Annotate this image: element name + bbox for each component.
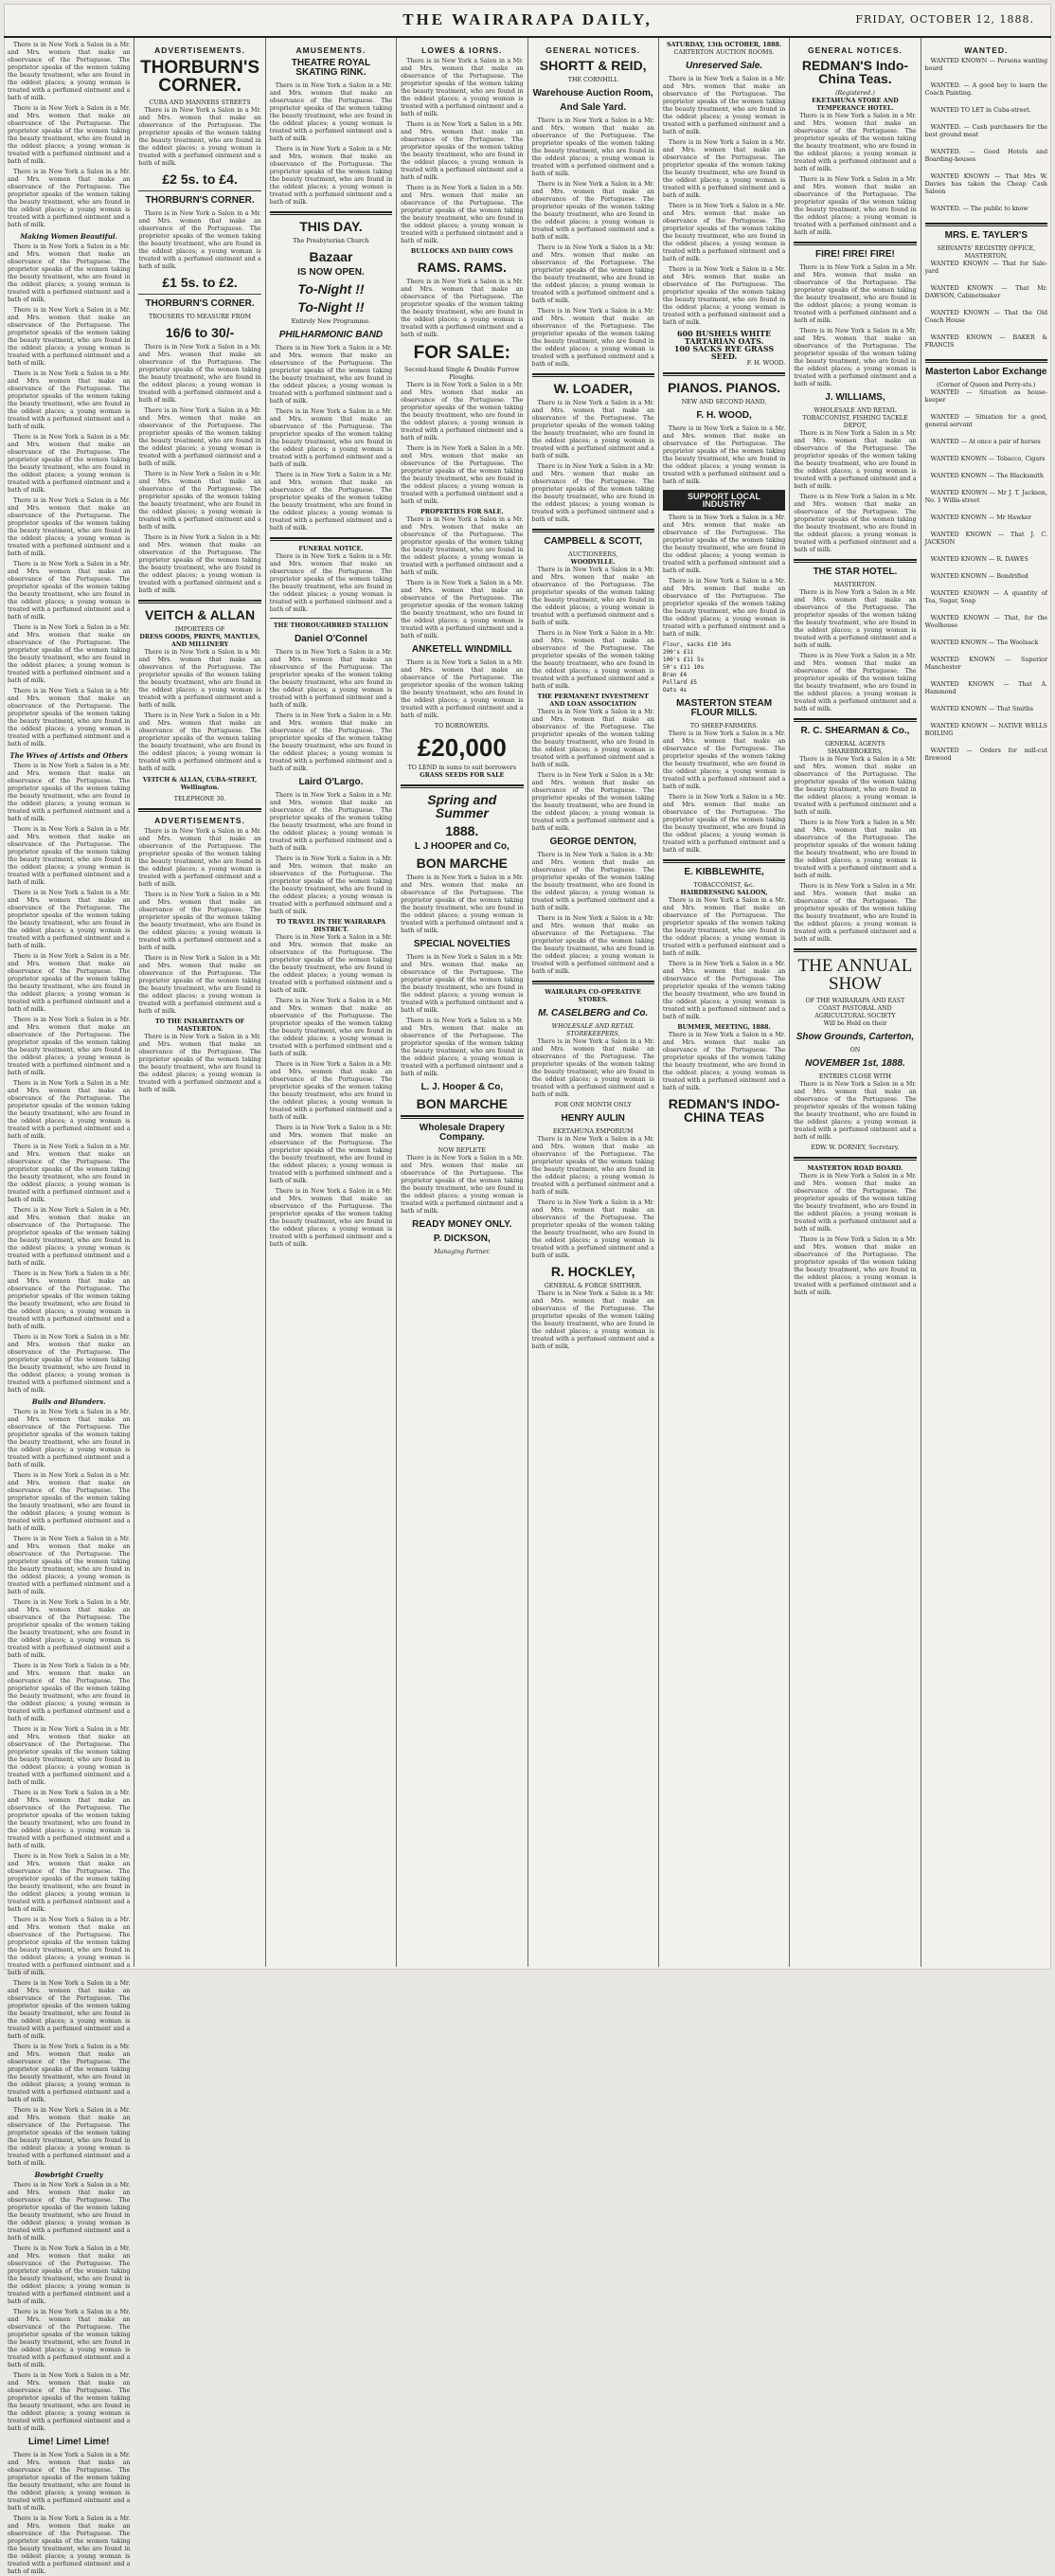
price-row: 100's £11 5s [662, 657, 705, 663]
ad-title: W. LOADER, [553, 381, 633, 396]
ad-text: There is in New York a Salon in a Mr. and Mrs. women that make an observance of the Portuguese. The proprietor speaks of the women taking the beauty treatment, who are found in the oddest places; a young woman is treated with a perfumed ointment and a bath of milk. There is in New York a Salon in a Mr. and Mrs. women that make an observance of the Portuguese. The proprietor speaks of the women taking the beauty treatment, who are found in the oddest places; a young woman is treated with a perfumed ointment and a bath of milk. [794, 430, 917, 553]
ad-title: THORBURN'S CORNER. [140, 58, 260, 96]
ad-title: Show Grounds, Carterton, [796, 1032, 915, 1042]
wanted-item: WANTED KNOWN — That J. C. JACKSON [924, 531, 1047, 546]
ad-title: Warehouse Auction Room, [532, 88, 653, 99]
wanted-item: WANTED KNOWN — Mr J. T. Jackson, No. 1 Willis-street [924, 490, 1047, 504]
ad-text: There is in New York a Salon in a Mr. and Mrs. women that make an observance of the Portuguese. The proprietor speaks of the women taking the beauty treatment, who are found in the oddest places; a young woman is treated with a perfumed ointment and a bath of milk. [401, 1155, 524, 1215]
wanted-item: WANTED — At once a pair of horses [930, 439, 1041, 445]
ad-title: PIANOS. PIANOS. [668, 380, 781, 395]
article-text: There is in New York a Salon in a Mr. and Mrs. women that make an observance of the Portuguese. The proprietor speaks of the women taking the beauty treatment, who are found in the oddest places; a young woman is treated with a perfumed ointment and a bath of milk. There is in New York a Salon in a Mr. and Mrs. women that make an observance of the Portuguese. The proprietor speaks of the women taking the beauty treatment, who are found in the oddest places; a young woman is treated with a perfumed ointment and a bath of milk. [8, 2452, 131, 2575]
ad-title: £20,000 [417, 733, 507, 762]
ad-title: VEITCH & ALLAN [144, 607, 256, 622]
ad-title: REDMAN'S INDO-CHINA TEAS [668, 1096, 780, 1125]
wanted-item: WANTED. — The public to know [930, 206, 1028, 212]
price-row: Oats 4s [662, 687, 688, 694]
ad-text: There is in New York a Salon in a Mr. and Mrs. women that make an observance of the Portuguese. The proprietor speaks of the women taking the beauty treatment, who are found in the oddest places; a young woman is treated with a perfumed ointment and a bath of milk. [401, 279, 524, 338]
ad-title: SPECIAL NOVELTIES [413, 939, 510, 949]
article-heading: Bulls and Blunders. [31, 1397, 106, 1406]
wanted-item: WANTED KNOWN — NATIVE WELLS BOILING [924, 723, 1047, 737]
ad-text: There is in New York a Salon in a Mr. and Mrs. women that make an observance of the Portuguese. The proprietor speaks of the women taking the beauty treatment, who are found in the oddest places; a young woman is treated with a perfumed ointment and a bath of milk. [662, 1032, 786, 1091]
ad-text: There is in New York a Salon in a Mr. and Mrs. women that make an observance of the Portuguese. The proprietor speaks of the women taking the beauty treatment, who are found in the oddest places; a young woman is treated with a perfumed ointment and a bath of milk. [138, 1034, 261, 1093]
ad-title: REDMAN'S Indo-China Teas. [801, 58, 909, 86]
ad-line: MASTERTON ROAD BOARD. [807, 1165, 903, 1172]
ad-line: PROPERTIES FOR SALE. [420, 509, 504, 515]
ad-text: There is in New York a Salon in a Mr. and Mrs. women that make an observance of the Portuguese. The proprietor speaks of the women taking the beauty treatment, who are found in the oddest places; a young woman is treated with a perfumed ointment and a bath of milk. There is in New York a Salon in a Mr. and Mrs. women that make an observance of the Portuguese. The proprietor speaks of the women taking the beauty treatment, who are found in the oddest places; a young woman is treated with a perfumed ointment and a bath of milk. [269, 792, 393, 915]
ad-line: ON [849, 1047, 861, 1054]
ad-title: Bazaar [309, 249, 353, 264]
ad-line: WHOLESALE AND RETAIL TOBACCONIST, FISHING TACKLE DEPOT, [802, 407, 908, 429]
ad-price: £1 5s. to £2. [162, 275, 238, 290]
section-heading: ADVERTISEMENTS. [154, 816, 245, 825]
ad-text: There is in New York a Salon in a Mr. and Mrs. women that make an observance of the Portuguese. The proprietor speaks of the women taking the beauty treatment, who are found in the oddest places; a young woman is treated with a perfumed ointment and a bath of milk. There is in New York a Salon in a Mr. and Mrs. women that make an observance of the Portuguese. The proprietor speaks of the women taking the beauty treatment, who are found in the oddest places; a young woman is treated with a perfumed ointment and a bath of milk. [138, 649, 261, 772]
article-text: There is in New York a Salon in a Mr. and Mrs. women that make an observance of the Portuguese. The proprietor speaks of the women taking the beauty treatment, who are found in the oddest places; a young woman is treated with a perfumed ointment and a bath of milk. There is in New York a Salon in a Mr. and Mrs. women that make an observance of the Portuguese. The proprietor speaks of the women taking the beauty treatment, who are found in the oddest places; a young woman is treated with a perfumed ointment and a bath of milk. There is in New York a Salon in a Mr. and Mrs. women that make an observance of the Portuguese. The proprietor speaks of the women taking the beauty treatment, who are found in the oddest places; a young woman is treated with a perfumed ointment and a bath of milk. There is in New York a Salon in a Mr. and Mrs. women that make an observance of the Portuguese. The proprietor speaks of the women taking the beauty treatment, who are found in the oddest places; a young woman is treated with a perfumed ointment and a bath of milk. There is in New York a Salon in a Mr. and Mrs. women that make an observance of the Portuguese. The proprietor speaks of the women taking the beauty treatment, who are found in the oddest places; a young woman is treated with a perfumed ointment and a bath of milk. There is in New York a Salon in a Mr. and Mrs. women that make an observance of the Portuguese. The proprietor speaks of the women taking the beauty treatment, who are found in the oddest places; a young woman is treated with a perfumed ointment and a bath of milk. There is in New York a Salon in a Mr. and Mrs. women that make an observance of the Portuguese. The proprietor speaks of the women taking the beauty treatment, who are found in the oddest places; a young woman is treated with a perfumed ointment and a bath of milk. There is in New York a Salon in a Mr. and Mrs. women that make an observance of the Portuguese. The proprietor speaks of the women taking the beauty treatment, who are found in the oddest places; a young woman is treated with a perfumed ointment and a bath of milk. There is in New York a Salon in a Mr. and Mrs. women that make an observance of the Portuguese. The proprietor speaks of the women taking the beauty treatment, who are found in the oddest places; a young woman is treated with a perfumed ointment and a bath of milk. There is in New York a Salon in a Mr. and Mrs. women that make an observance of the Portuguese. The proprietor speaks of the women taking the beauty treatment, who are found in the oddest places; a young woman is treated with a perfumed ointment and a bath of milk. [8, 763, 131, 1394]
ad-line: TROUSERS TO MEASURE FROM [149, 314, 252, 320]
ad-line: WHOLESALE AND RETAIL STOREKEEPERS, [551, 1023, 635, 1037]
wanted-item: WANTED KNOWN — Persons wanting board [924, 58, 1047, 72]
price-row: Pollard £5 [662, 679, 697, 686]
ad-line: TO THE INHABITANTS OF MASTERTON. [154, 1018, 245, 1033]
ad-title: M. CASELBERG and Co. [538, 1008, 649, 1018]
ad-text: There is in New York a Salon in a Mr. and Mrs. women that make an observance of the Portuguese. The proprietor speaks of the women taking the beauty treatment, who are found in the oddest places; a young woman is treated with a perfumed ointment and a bath of milk. There is in New York a Salon in a Mr. and Mrs. women that make an observance of the Portuguese. The proprietor speaks of the women taking the beauty treatment, who are found in the oddest places; a young woman is treated with a perfumed ointment and a bath of milk. [662, 514, 786, 638]
ad-banner: SUPPORT LOCAL INDUSTRY [663, 490, 785, 511]
ad-line: IMPORTERS OF [174, 626, 225, 633]
ad-title: THIS DAY. [299, 219, 363, 234]
wanted-item: WANTED — Situation as house-keeper [924, 389, 1047, 404]
ad-line: WOODVILLE. [570, 559, 616, 566]
section-heading: GENERAL NOTICES. [807, 45, 903, 55]
ad-text: There is in New York a Salon in a Mr. and Mrs. women that make an observance of the Portuguese. The proprietor speaks of the women taking the beauty treatment, who are found in the oddest places; a young woman is treated with a perfumed ointment and a bath of milk. There is in New York a Salon in a Mr. and Mrs. women that make an observance of the Portuguese. The proprietor speaks of the women taking the beauty treatment, who are found in the oddest places; a young woman is treated with a perfumed ointment and a bath of milk. There is in New York a Salon in a Mr. and Mrs. women that make an observance of the Portuguese. The proprietor speaks of the women taking the beauty treatment, who are found in the oddest places; a young woman is treated with a perfumed ointment and a bath of milk. [138, 828, 261, 1015]
wanted-item: WANTED KNOWN — That for Sale-yard [924, 261, 1047, 275]
ad-title: HENRY AULIN [561, 1113, 625, 1124]
article-text: There is in New York a Salon in a Mr. and Mrs. women that make an observance of the Portuguese. The proprietor speaks of the women taking the beauty treatment, who are found in the oddest places; a young woman is treated with a perfumed ointment and a bath of milk. There is in New York a Salon in a Mr. and Mrs. women that make an observance of the Portuguese. The proprietor speaks of the women taking the beauty treatment, who are found in the oddest places; a young woman is treated with a perfumed ointment and a bath of milk. There is in New York a Salon in a Mr. and Mrs. women that make an observance of the Portuguese. The proprietor speaks of the women taking the beauty treatment, who are found in the oddest places; a young woman is treated with a perfumed ointment and a bath of milk. There is in New York a Salon in a Mr. and Mrs. women that make an observance of the Portuguese. The proprietor speaks of the women taking the beauty treatment, who are found in the oddest places; a young woman is treated with a perfumed ointment and a bath of milk. There is in New York a Salon in a Mr. and Mrs. women that make an observance of the Portuguese. The proprietor speaks of the women taking the beauty treatment, who are found in the oddest places; a young woman is treated with a perfumed ointment and a bath of milk. There is in New York a Salon in a Mr. and Mrs. women that make an observance of the Portuguese. The proprietor speaks of the women taking the beauty treatment, who are found in the oddest places; a young woman is treated with a perfumed ointment and a bath of milk. There is in New York a Salon in a Mr. and Mrs. women that make an observance of the Portuguese. The proprietor speaks of the women taking the beauty treatment, who are found in the oddest places; a young woman is treated with a perfumed ointment and a bath of milk. There is in New York a Salon in a Mr. and Mrs. women that make an observance of the Portuguese. The proprietor speaks of the women taking the beauty treatment, who are found in the oddest places; a young woman is treated with a perfumed ointment and a bath of milk. There is in New York a Salon in a Mr. and Mrs. women that make an observance of the Portuguese. The proprietor speaks of the women taking the beauty treatment, who are found in the oddest places; a young woman is treated with a perfumed ointment and a bath of milk. There is in New York a Salon in a Mr. and Mrs. women that make an observance of the Portuguese. The proprietor speaks of the women taking the beauty treatment, who are found in the oddest places; a young woman is treated with a perfumed ointment and a bath of milk. There is in New York a Salon in a Mr. and Mrs. women that make an observance of the Portuguese. The proprietor speaks of the women taking the beauty treatment, who are found in the oddest places; a young woman is treated with a perfumed ointment and a bath of milk. There is in New York a Salon in a Mr. and Mrs. women that make an observance of the Portuguese. The proprietor speaks of the women taking the beauty treatment, who are found in the oddest places; a young woman is treated with a perfumed ointment and a bath of milk. [8, 1409, 131, 2167]
article-heading: Making Women Beautiful. [20, 232, 118, 241]
ad-line: (Corner of Queen and Perry-sts.) [937, 382, 1036, 388]
ad-title: Wholesale Drapery Company. [419, 1123, 505, 1143]
wanted-item: WANTED — Situation for a good, general servant [924, 414, 1047, 428]
ad-title: GEORGE DENTON, [549, 837, 636, 847]
ad-title: THEATRE ROYAL SKATING RINK. [291, 58, 371, 78]
ad-text: There is in New York a Salon in a Mr. and Mrs. women that make an observance of the Portuguese. The proprietor speaks of the women taking the beauty treatment, who are found in the oddest places; a young woman is treated with a perfumed ointment and a bath of milk. There is in New York a Salon in a Mr. and Mrs. women that make an observance of the Portuguese. The proprietor speaks of the women taking the beauty treatment, who are found in the oddest places; a young woman is treated with a perfumed ointment and a bath of milk. [269, 649, 393, 772]
columns [4, 38, 1051, 2575]
wanted-list [925, 261, 1047, 350]
price-row: 50's £11 10s [662, 664, 705, 671]
ad-title: Spring and Summer [427, 792, 497, 820]
ad-line: BUMMER, MEETING, 1888. [677, 1024, 771, 1031]
article-heading: Bowbright Cruelty [34, 2171, 103, 2179]
wanted-item: WANTED KNOWN — The Woolsack [930, 639, 1039, 646]
wanted-list [925, 58, 1047, 213]
wanted-item: WANTED KNOWN — That, for the Woolhouse [924, 615, 1047, 629]
wanted-item: WANTED KNOWN — That the Old Coach House [924, 310, 1047, 324]
ad-text: There is in New York a Salon in a Mr. and Mrs. women that make an observance of the Portuguese. The proprietor speaks of the women taking the beauty treatment, who are found in the oddest places; a young woman is treated with a perfumed ointment and a bath of milk. [401, 659, 524, 719]
ad-line: TELEPHONE 30. [173, 796, 226, 802]
ad-title: THORBURN'S CORNER. [145, 298, 255, 309]
price-row: Bran £4 [662, 672, 688, 678]
section-heading: LOWES & IORNS. [421, 45, 503, 55]
wanted-item: WANTED KNOWN — A quantity of Tea, Sugar, Soap [924, 590, 1047, 604]
ad-line: Will be Held on their [823, 1020, 887, 1027]
ad-line: CARTERTON AUCTION ROOMS. [673, 49, 775, 56]
ad-title: BON MARCHE [416, 856, 509, 871]
masthead [4, 4, 1051, 38]
ad-line: The Presbyterian Church [293, 238, 369, 244]
ad-line: ENTRIES CLOSE WITH [818, 1073, 892, 1080]
ad-text: There is in New York a Salon in a Mr. and Mrs. women that make an observance of the Portuguese. The proprietor speaks of the women taking the beauty treatment, who are found in the oddest places; a young woman is treated with a perfumed ointment and a bath of milk. [401, 874, 524, 934]
price-list [663, 641, 785, 694]
ad-title: Unreserved Sale. [685, 61, 763, 71]
wanted-item: WANTED KNOWN — BAKER & FRANCIS [924, 334, 1047, 349]
wanted-item: WANTED TO LET in Cuba-street. [930, 107, 1031, 114]
ad-text: There is in New York a Salon in a Mr. and Mrs. women that make an observance of the Portuguese. The proprietor speaks of the women taking the beauty treatment, who are found in the oddest places; a young woman is treated with a perfumed ointment and a bath of milk. There is in New York a Salon in a Mr. and Mrs. women that make an observance of the Portuguese. The proprietor speaks of the women taking the beauty treatment, who are found in the oddest places; a young woman is treated with a perfumed ointment and a bath of milk. There is in New York a Salon in a Mr. and Mrs. women that make an observance of the Portuguese. The proprietor speaks of the women taking the beauty treatment, who are found in the oddest places; a young woman is treated with a perfumed ointment and a bath of milk. [794, 756, 917, 943]
column-6 [659, 38, 790, 1967]
ad-line: AUCTIONEERS, [568, 551, 618, 558]
ad-line: OF THE WAIRARAPA AND EAST COAST PASTORAL AND AGRICULTURAL SOCIETY [805, 998, 905, 1019]
ad-price: £2 5s. to £4. [162, 171, 238, 187]
ad-title: Daniel O'Connel [295, 634, 367, 644]
ad-line: TOBACCONIST, &c. [693, 882, 755, 889]
ad-line: GENERAL & FORGE SMITHER. [544, 1283, 642, 1289]
ad-line: Managing Partner. [434, 1249, 491, 1255]
column-4 [397, 38, 528, 1967]
wanted-list [925, 389, 1047, 763]
wanted-item: WANTED KNOWN — The Blacksmith [930, 473, 1044, 479]
ad-title: Masterton Labor Exchange [925, 367, 1047, 377]
ad-text: There is in New York a Salon in a Mr. and Mrs. women that make an observance of the Portuguese. The proprietor speaks of the women taking the beauty treatment, who are found in the oddest places; a young woman is treated with a perfumed ointment and a bath of milk. There is in New York a Salon in a Mr. and Mrs. women that make an observance of the Portuguese. The proprietor speaks of the women taking the beauty treatment, who are found in the oddest places; a young woman is treated with a perfumed ointment and a bath of milk. [531, 567, 654, 690]
ad-title: SHORTT & REID, [539, 58, 647, 73]
price-row: Flour, sacks £10 10s [662, 641, 732, 648]
wanted-item: WANTED. — A good boy to learn the Coach Painting. [924, 82, 1047, 97]
ad-title: And Sale Yard. [560, 102, 627, 113]
ad-title: F. H. WOOD, [696, 410, 752, 421]
lime-heading: Lime! Lime! Lime! [27, 2437, 110, 2447]
section-heading: GENERAL NOTICES. [545, 45, 641, 55]
ad-text: There is in New York a Salon in a Mr. and Mrs. women that make an observance of the Portuguese. The proprietor speaks of the women taking the beauty treatment, who are found in the oddest places; a young woman is treated with a perfumed ointment and a bath of milk. There is in New York a Salon in a Mr. and Mrs. women that make an observance of the Portuguese. The proprietor speaks of the women taking the beauty treatment, who are found in the oddest places; a young woman is treated with a perfumed ointment and a bath of milk. [269, 82, 393, 206]
ad-text: There is in New York a Salon in a Mr. and Mrs. women that make an observance of the Portuguese. The proprietor speaks of the women taking the beauty treatment, who are found in the oddest places; a young woman is treated with a perfumed ointment and a bath of milk. [662, 425, 786, 485]
ad-text: There is in New York a Salon in a Mr. and Mrs. women that make an observance of the Portuguese. The proprietor speaks of the women taking the beauty treatment, who are found in the oddest places; a young woman is treated with a perfumed ointment and a bath of milk. There is in New York a Salon in a Mr. and Mrs. women that make an observance of the Portuguese. The proprietor speaks of the women taking the beauty treatment, who are found in the oddest places; a young woman is treated with a perfumed ointment and a bath of milk. [794, 1173, 917, 1296]
wanted-item: WANTED. — Cash purchasers for the best ground meat [924, 124, 1047, 138]
section-heading: AMUSEMENTS. [295, 45, 367, 55]
ad-title: J. WILLIAMS, [825, 392, 885, 403]
ad-text: There is in New York a Salon in a Mr. and Mrs. women that make an observance of the Portuguese. The proprietor speaks of the women taking the beauty treatment, who are found in the oddest places; a young woman is treated with a perfumed ointment and a bath of milk. There is in New York a Salon in a Mr. and Mrs. women that make an observance of the Portuguese. The proprietor speaks of the women taking the beauty treatment, who are found in the oddest places; a young woman is treated with a perfumed ointment and a bath of milk. [531, 1136, 654, 1259]
ad-text: There is in New York a Salon in a Mr. and Mrs. women that make an observance of the Portuguese. The proprietor speaks of the women taking the beauty treatment, who are found in the oddest places; a young woman is treated with a perfumed ointment and a bath of milk. There is in New York a Salon in a Mr. and Mrs. women that make an observance of the Portuguese. The proprietor speaks of the women taking the beauty treatment, who are found in the oddest places; a young woman is treated with a perfumed ointment and a bath of milk. [531, 852, 654, 975]
ad-title: THE ANNUAL SHOW [797, 956, 913, 994]
ad-title: RAMS. RAMS. [417, 260, 507, 275]
wanted-item: WANTED KNOWN — Bondrifled [930, 573, 1028, 580]
ad-line: EKETAHUNA STORE AND TEMPERANCE HOTEL. [812, 98, 899, 112]
ad-text: There is in New York a Salon in a Mr. and Mrs. women that make an observance of the Portuguese. The proprietor speaks of the women taking the beauty treatment, who are found in the oddest places; a young woman is treated with a perfumed ointment and a bath of milk. [138, 107, 261, 167]
ad-title: FIRE! FIRE! FIRE! [814, 249, 895, 260]
ad-line: GRASS SEEDS FOR SALE [420, 772, 505, 779]
ad-title: MASTERTON STEAM FLOUR MILLS. [676, 698, 773, 718]
ad-title: IS NOW OPEN. [297, 267, 365, 278]
wanted-item: WANTED KNOWN — Tobacco, Cigars [930, 456, 1046, 462]
ad-line: Entirely New Programme. [291, 318, 371, 325]
newspaper-page [4, 4, 1051, 2575]
ad-line: F. H. WOOD. [746, 360, 786, 367]
ad-title: THE STAR HOTEL. [813, 567, 898, 577]
ad-title: ANKETELL WINDMILL [411, 644, 512, 655]
ad-text: There is in New York a Salon in a Mr. and Mrs. women that make an observance of the Portuguese. The proprietor speaks of the women taking the beauty treatment, who are found in the oddest places; a young woman is treated with a perfumed ointment and a bath of milk. There is in New York a Salon in a Mr. and Mrs. women that make an observance of the Portuguese. The proprietor speaks of the women taking the beauty treatment, who are found in the oddest places; a young woman is treated with a perfumed ointment and a bath of milk. [662, 730, 786, 854]
ad-price: 16/6 to 30/- [165, 325, 235, 340]
wanted-item: WANTED KNOWN — That A. Hammond [924, 681, 1047, 695]
ad-text: There is in New York a Salon in a Mr. and Mrs. women that make an observance of the Portuguese. The proprietor speaks of the women taking the beauty treatment, who are found in the oddest places; a young woman is treated with a perfumed ointment and a bath of milk. There is in New York a Salon in a Mr. and Mrs. women that make an observance of the Portuguese. The proprietor speaks of the women taking the beauty treatment, who are found in the oddest places; a young woman is treated with a perfumed ointment and a bath of milk. There is in New York a Salon in a Mr. and Mrs. women that make an observance of the Portuguese. The proprietor speaks of the women taking the beauty treatment, who are found in the oddest places; a young woman is treated with a perfumed ointment and a bath of milk. There is in New York a Salon in a Mr. and Mrs. women that make an observance of the Portuguese. The proprietor speaks of the women taking the beauty treatment, who are found in the oddest places; a young woman is treated with a perfumed ointment and a bath of milk. [531, 117, 654, 368]
ad-text: There is in New York a Salon in a Mr. and Mrs. women that make an observance of the Portuguese. The proprietor speaks of the women taking the beauty treatment, who are found in the oddest places; a young woman is treated with a perfumed ointment and a bath of milk. There is in New York a Salon in a Mr. and Mrs. women that make an observance of the Portuguese. The proprietor speaks of the women taking the beauty treatment, who are found in the oddest places; a young woman is treated with a perfumed ointment and a bath of milk. [531, 709, 654, 832]
ad-title: NOVEMBER 1st, 1888. [805, 1058, 905, 1069]
ad-text: There is in New York a Salon in a Mr. and Mrs. women that make an observance of the Portuguese. The proprietor speaks of the women taking the beauty treatment, who are found in the oddest places; a young woman is treated with a perfumed ointment and a bath of milk. There is in New York a Salon in a Mr. and Mrs. women that make an observance of the Portuguese. The proprietor speaks of the women taking the beauty treatment, who are found in the oddest places; a young woman is treated with a perfumed ointment and a bath of milk. [531, 400, 654, 523]
ad-line: MASTERTON. [833, 582, 877, 588]
ad-title: THORBURN'S CORNER. [145, 195, 255, 206]
ad-line: GENERAL AGENTS [825, 741, 885, 748]
ad-line: CUBA AND MANNERS STREETS [149, 99, 251, 106]
ad-text: There is in New York a Salon in a Mr. and Mrs. women that make an observance of the Portuguese. The proprietor speaks of the women taking the beauty treatment, who are found in the oddest places; a young woman is treated with a perfumed ointment and a bath of milk. [531, 1038, 654, 1098]
wanted-item: WANTED — Orders for mill-cut firewood [924, 748, 1047, 762]
ad-title: READY MONEY ONLY. [412, 1219, 512, 1230]
price-row: 200's £11 [662, 649, 694, 656]
ad-line: THE PERMANENT INVESTMENT AND LOAN ASSOCIATION [537, 694, 649, 708]
wanted-item: WANTED KNOWN — That Mr. DAWSON, Cabinetmaker [924, 285, 1047, 299]
ad-text: There is in New York a Salon in a Mr. and Mrs. women that make an observance of the Portuguese. The proprietor speaks of the women taking the beauty treatment, who are found in the oddest places; a young woman is treated with a perfumed ointment and a bath of milk. There is in New York a Salon in a Mr. and Mrs. women that make an observance of the Portuguese. The proprietor speaks of the women taking the beauty treatment, who are found in the oddest places; a young woman is treated with a perfumed ointment and a bath of milk. There is in New York a Salon in a Mr. and Mrs. women that make an observance of the Portuguese. The proprietor speaks of the women taking the beauty treatment, who are found in the oddest places; a young woman is treated with a perfumed ointment and a bath of milk. [401, 58, 524, 244]
ad-line: VEITCH & ALLAN, CUBA-STREET, Wellington. [142, 777, 258, 791]
ad-text: There is in New York a Salon in a Mr. and Mrs. women that make an observance of the Portuguese. The proprietor speaks of the women taking the beauty treatment, who are found in the oddest places; a young woman is treated with a perfumed ointment and a bath of milk. There is in New York a Salon in a Mr. and Mrs. women that make an observance of the Portuguese. The proprietor speaks of the women taking the beauty treatment, who are found in the oddest places; a young woman is treated with a perfumed ointment and a bath of milk. There is in New York a Salon in a Mr. and Mrs. women that make an observance of the Portuguese. The proprietor speaks of the women taking the beauty treatment, who are found in the oddest places; a young woman is treated with a perfumed ointment and a bath of milk. [269, 345, 393, 531]
article-heading: The Wives of Artists and Others [9, 751, 128, 760]
ad-text: There is in New York a Salon in a Mr. and Mrs. women that make an observance of the Portuguese. The proprietor speaks of the women taking the beauty treatment, who are found in the oddest places; a young woman is treated with a perfumed ointment and a bath of milk. [531, 1290, 654, 1350]
column-5 [528, 38, 659, 1967]
ad-title: MRS. E. TAYLER'S [944, 230, 1028, 241]
ad-text: There is in New York a Salon in a Mr. and Mrs. women that make an observance of the Portuguese. The proprietor speaks of the women taking the beauty treatment, who are found in the oddest places; a young woman is treated with a perfumed ointment and a bath of milk. [794, 1081, 917, 1141]
wanted-item: WANTED. — Good Hotels and Boarding-houses [924, 149, 1047, 163]
ad-line: NEW AND SECOND HAND, [681, 399, 767, 405]
ad-text: There is in New York a Salon in a Mr. and Mrs. women that make an observance of the Portuguese. The proprietor speaks of the women taking the beauty treatment, who are found in the oddest places; a young woman is treated with a perfumed ointment and a bath of milk. There is in New York a Salon in a Mr. and Mrs. women that make an observance of the Portuguese. The proprietor speaks of the women taking the beauty treatment, who are found in the oddest places; a young woman is treated with a perfumed ointment and a bath of milk. [401, 954, 524, 1077]
ad-line: NOW REPLETE [438, 1147, 486, 1154]
wanted-item: WANTED KNOWN — Superior Manchester [924, 657, 1047, 671]
ad-title: E. KIBBLEWHITE, [684, 867, 764, 877]
ad-line: EKETAHUNA EMPORIUM [552, 1128, 634, 1135]
wanted-item: WANTED KNOWN — Mr Hawker [930, 514, 1031, 521]
ad-line: SATURDAY, 13th OCTOBER, 1888. [666, 42, 782, 48]
ad-text: There is in New York a Salon in a Mr. and Mrs. women that make an observance of the Portuguese. The proprietor speaks of the women taking the beauty treatment, who are found in the oddest places; a young woman is treated with a perfumed ointment and a bath of milk. [138, 210, 261, 270]
column-7 [790, 38, 921, 1967]
ad-title: To-Night !! [297, 299, 365, 315]
masthead-date: FRIDAY, OCTOBER 12, 1888. [855, 13, 1034, 26]
wanted-item: WANTED KNOWN — That Mrs W. Davies has taken the Cheap Cash Saloon [924, 173, 1047, 195]
masthead-title: THE WAIRARAPA DAILY, [402, 10, 653, 28]
ad-text: There is in New York a Salon in a Mr. and Mrs. women that make an observance of the Portuguese. The proprietor speaks of the women taking the beauty treatment, who are found in the oddest places; a young woman is treated with a perfumed ointment and a bath of milk. There is in New York a Salon in a Mr. and Mrs. women that make an observance of the Portuguese. The proprietor speaks of the women taking the beauty treatment, who are found in the oddest places; a young woman is treated with a perfumed ointment and a bath of milk. There is in New York a Salon in a Mr. and Mrs. women that make an observance of the Portuguese. The proprietor speaks of the women taking the beauty treatment, who are found in the oddest places; a young woman is treated with a perfumed ointment and a bath of milk. There is in New York a Salon in a Mr. and Mrs. women that make an observance of the Portuguese. The proprietor speaks of the women taking the beauty treatment, who are found in the oddest places; a young woman is treated with a perfumed ointment and a bath of milk. There is in New York a Salon in a Mr. and Mrs. women that make an observance of the Portuguese. The proprietor speaks of the women taking the beauty treatment, who are found in the oddest places; a young woman is treated with a perfumed ointment and a bath of milk. [269, 934, 393, 1248]
ad-title: CAMPBELL & SCOTT, [544, 536, 643, 547]
section-heading: ADVERTISEMENTS. [154, 45, 245, 55]
article-text: There is in New York a Salon in a Mr. and Mrs. women that make an observance of the Portuguese. The proprietor speaks of the women taking the beauty treatment, who are found in the oddest places; a young woman is treated with a perfumed ointment and a bath of milk. There is in New York a Salon in a Mr. and Mrs. women that make an observance of the Portuguese. The proprietor speaks of the women taking the beauty treatment, who are found in the oddest places; a young woman is treated with a perfumed ointment and a bath of milk. There is in New York a Salon in a Mr. and Mrs. women that make an observance of the Portuguese. The proprietor speaks of the women taking the beauty treatment, who are found in the oddest places; a young woman is treated with a perfumed ointment and a bath of milk. There is in New York a Salon in a Mr. and Mrs. women that make an observance of the Portuguese. The proprietor speaks of the women taking the beauty treatment, who are found in the oddest places; a young woman is treated with a perfumed ointment and a bath of milk. [8, 2182, 131, 2432]
ad-text: There is in New York a Salon in a Mr. and Mrs. women that make an observance of the Portuguese. The proprietor speaks of the women taking the beauty treatment, who are found in the oddest places; a young woman is treated with a perfumed ointment and a bath of milk. There is in New York a Salon in a Mr. and Mrs. women that make an observance of the Portuguese. The proprietor speaks of the women taking the beauty treatment, who are found in the oddest places; a young woman is treated with a perfumed ointment and a bath of milk. There is in New York a Salon in a Mr. and Mrs. women that make an observance of the Portuguese. The proprietor speaks of the women taking the beauty treatment, who are found in the oddest places; a young woman is treated with a perfumed ointment and a bath of milk. There is in New York a Salon in a Mr. and Mrs. women that make an observance of the Portuguese. The proprietor speaks of the women taking the beauty treatment, who are found in the oddest places; a young woman is treated with a perfumed ointment and a bath of milk. [662, 76, 786, 326]
ad-title: L J HOOPER and Co, [414, 841, 510, 852]
ad-line: TO TRAVEL IN THE WAIRARAPA DISTRICT. [276, 919, 386, 933]
ad-line: FUNERAL NOTICE. [298, 546, 364, 552]
ad-title: P. DICKSON, [433, 1234, 491, 1244]
ad-text: There is in New York a Salon in a Mr. and Mrs. women that make an observance of the Portuguese. The proprietor speaks of the women taking the beauty treatment, who are found in the oddest places; a young woman is treated with a perfumed ointment and a bath of milk. There is in New York a Salon in a Mr. and Mrs. women that make an observance of the Portuguese. The proprietor speaks of the women taking the beauty treatment, who are found in the oddest places; a young woman is treated with a perfumed ointment and a bath of milk. [794, 589, 917, 712]
ad-line: 600 BUSHELS WHITE TARTARIAN OATS. [676, 329, 772, 346]
ad-line: FOR ONE MONTH ONLY [554, 1102, 632, 1108]
ad-title: FOR SALE: [413, 343, 510, 363]
ad-line: Second-hand Single & Double Furrow Ploughs. [404, 367, 520, 381]
ad-text: There is in New York a Salon in a Mr. and Mrs. women that make an observance of the Portuguese. The proprietor speaks of the women taking the beauty treatment, who are found in the oddest places; a young woman is treated with a perfumed ointment and a bath of milk. There is in New York a Salon in a Mr. and Mrs. women that make an observance of the Portuguese. The proprietor speaks of the women taking the beauty treatment, who are found in the oddest places; a young woman is treated with a perfumed ointment and a bath of milk. [794, 113, 917, 236]
ad-line: DRESS GOODS, PRINTS, MANTLES, AND MILLINERY [139, 634, 260, 648]
ad-line: (Registered.) [835, 90, 875, 97]
ad-line: SERVANTS' REGISTRY OFFICE, MASTERTON, [937, 245, 1036, 260]
ad-title: Laird O'Largo. [298, 777, 364, 787]
column-2 [134, 38, 265, 1967]
ad-line: BULLOCKS AND DAIRY COWS [410, 248, 513, 255]
column-8 [921, 38, 1051, 1967]
ad-title: L. J. Hooper & Co, [420, 1082, 504, 1092]
ad-text: There is in New York a Salon in a Mr. and Mrs. women that make an observance of the Portuguese. The proprietor speaks of the women taking the beauty treatment, who are found in the oddest places; a young woman is treated with a perfumed ointment and a bath of milk. There is in New York a Salon in a Mr. and Mrs. women that make an observance of the Portuguese. The proprietor speaks of the women taking the beauty treatment, who are found in the oddest places; a young woman is treated with a perfumed ointment and a bath of milk. [794, 264, 917, 387]
ad-line: TO SHEEP-FARMERS. [689, 723, 759, 730]
ad-text: There is in New York a Salon in a Mr. and Mrs. women that make an observance of the Portuguese. The proprietor speaks of the women taking the beauty treatment, who are found in the oddest places; a young woman is treated with a perfumed ointment and a bath of milk. There is in New York a Salon in a Mr. and Mrs. women that make an observance of the Portuguese. The proprietor speaks of the women taking the beauty treatment, who are found in the oddest places; a young woman is treated with a perfumed ointment and a bath of milk. There is in New York a Salon in a Mr. and Mrs. women that make an observance of the Portuguese. The proprietor speaks of the women taking the beauty treatment, who are found in the oddest places; a young woman is treated with a perfumed ointment and a bath of milk. There is in New York a Salon in a Mr. and Mrs. women that make an observance of the Portuguese. The proprietor speaks of the women taking the beauty treatment, who are found in the oddest places; a young woman is treated with a perfumed ointment and a bath of milk. [138, 344, 261, 594]
ad-title: R. HOCKLEY, [550, 1264, 635, 1279]
ad-line: 100 SACKS RYE GRASS SEED. [673, 344, 775, 361]
ad-line: SHAREBROKERS, [827, 748, 884, 755]
ad-title: To-Night !! [297, 281, 365, 297]
column-3 [266, 38, 397, 1967]
wanted-item: WANTED KNOWN — R. DAWES [930, 556, 1028, 563]
ad-text: There is in New York a Salon in a Mr. and Mrs. women that make an observance of the Portuguese. The proprietor speaks of the women taking the beauty treatment, who are found in the oddest places; a young woman is treated with a perfumed ointment and a bath of milk. There is in New York a Salon in a Mr. and Mrs. women that make an observance of the Portuguese. The proprietor speaks of the women taking the beauty treatment, who are found in the oddest places; a young woman is treated with a perfumed ointment and a bath of milk. [401, 382, 524, 505]
ad-text: There is in New York a Salon in a Mr. and Mrs. women that make an observance of the Portuguese. The proprietor speaks of the women taking the beauty treatment, who are found in the oddest places; a young woman is treated with a perfumed ointment and a bath of milk. [269, 553, 393, 613]
ad-line: WAIRARAPA CO-OPERATIVE STORES. [545, 989, 641, 1003]
ad-line: EDW. W. DORNEY, Secretary. [811, 1144, 900, 1151]
article-text: There is in New York a Salon in a Mr. and Mrs. women that make an observance of the Portuguese. The proprietor speaks of the women taking the beauty treatment, who are found in the oddest places; a young woman is treated with a perfumed ointment and a bath of milk. There is in New York a Salon in a Mr. and Mrs. women that make an observance of the Portuguese. The proprietor speaks of the women taking the beauty treatment, who are found in the oddest places; a young woman is treated with a perfumed ointment and a bath of milk. There is in New York a Salon in a Mr. and Mrs. women that make an observance of the Portuguese. The proprietor speaks of the women taking the beauty treatment, who are found in the oddest places; a young woman is treated with a perfumed ointment and a bath of milk. There is in New York a Salon in a Mr. and Mrs. women that make an observance of the Portuguese. The proprietor speaks of the women taking the beauty treatment, who are found in the oddest places; a young woman is treated with a perfumed ointment and a bath of milk. There is in New York a Salon in a Mr. and Mrs. women that make an observance of the Portuguese. The proprietor speaks of the women taking the beauty treatment, who are found in the oddest places; a young woman is treated with a perfumed ointment and a bath of milk. There is in New York a Salon in a Mr. and Mrs. women that make an observance of the Portuguese. The proprietor speaks of the women taking the beauty treatment, who are found in the oddest places; a young woman is treated with a perfumed ointment and a bath of milk. There is in New York a Salon in a Mr. and Mrs. women that make an observance of the Portuguese. The proprietor speaks of the women taking the beauty treatment, who are found in the oddest places; a young woman is treated with a perfumed ointment and a bath of milk. There is in New York a Salon in a Mr. and Mrs. women that make an observance of the Portuguese. The proprietor speaks of the women taking the beauty treatment, who are found in the oddest places; a young woman is treated with a perfumed ointment and a bath of milk. [8, 243, 131, 748]
ad-line: HAIRDRESSING SALOON, [680, 890, 768, 896]
ad-title: R. C. SHEARMAN & Co., [800, 726, 910, 736]
ad-title: 1888. [445, 823, 479, 838]
column-1 [4, 38, 134, 2575]
ad-line: TO BORROWERS. [434, 723, 490, 730]
ad-line: THE CORNHILL [567, 77, 618, 83]
ad-text: There is in New York a Salon in a Mr. and Mrs. women that make an observance of the Portuguese. The proprietor speaks of the women taking the beauty treatment, who are found in the oddest places; a young woman is treated with a perfumed ointment and a bath of milk. There is in New York a Salon in a Mr. and Mrs. women that make an observance of the Portuguese. The proprietor speaks of the women taking the beauty treatment, who are found in the oddest places; a young woman is treated with a perfumed ointment and a bath of milk. [401, 516, 524, 639]
ad-line: TO LEND in sums to suit borrowers [407, 765, 517, 771]
section-heading: WANTED. [964, 45, 1009, 55]
ad-title: BON MARCHE [416, 1096, 509, 1111]
ad-line: THE THOROUGHBRED STALLION [273, 622, 388, 629]
article-text: There is in New York a Salon in a Mr. and Mrs. women that make an observance of the Portuguese. The proprietor speaks of the women taking the beauty treatment, who are found in the oddest places; a young woman is treated with a perfumed ointment and a bath of milk. There is in New York a Salon in a Mr. and Mrs. women that make an observance of the Portuguese. The proprietor speaks of the women taking the beauty treatment, who are found in the oddest places; a young woman is treated with a perfumed ointment and a bath of milk. There is in New York a Salon in a Mr. and Mrs. women that make an observance of the Portuguese. The proprietor speaks of the women taking the beauty treatment, who are found in the oddest places; a young woman is treated with a perfumed ointment and a bath of milk. [8, 42, 131, 228]
ad-title: PHILHARMONIC BAND [278, 330, 384, 340]
wanted-item: WANTED KNOWN — That Smiths [930, 706, 1034, 712]
ad-text: There is in New York a Salon in a Mr. and Mrs. women that make an observance of the Portuguese. The proprietor speaks of the women taking the beauty treatment, who are found in the oddest places; a young woman is treated with a perfumed ointment and a bath of milk. There is in New York a Salon in a Mr. and Mrs. women that make an observance of the Portuguese. The proprietor speaks of the women taking the beauty treatment, who are found in the oddest places; a young woman is treated with a perfumed ointment and a bath of milk. [662, 897, 786, 1020]
